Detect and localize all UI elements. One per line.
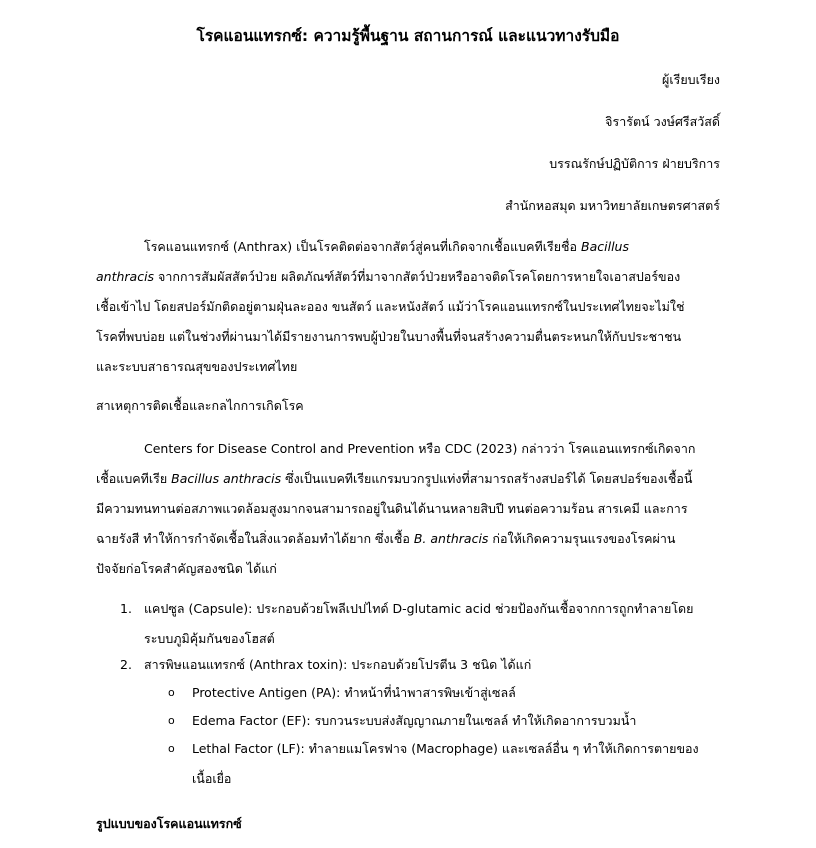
paragraph-line [96, 232, 720, 262]
italic-species-name: Bacillus [581, 239, 629, 254]
paragraph-line: เชื้อเข้าไป โดยสปอร์มักติดอยู่ตามฝุ่นละออง ขนสัตว์ และหนังสัตว์ แม้ว่าโรคแอนแทรกซ์ในประเทศไทยจะไม่ใช่ [96, 299, 685, 314]
author-affiliation: สำนักหอสมุด มหาวิทยาลัยเกษตรศาสตร์ [505, 198, 720, 213]
section-heading-causes: สาเหตุการติดเชื้อและกลไกการเกิดโรค [96, 398, 304, 413]
sublist-item-ef [168, 706, 720, 736]
paragraph-line [96, 262, 720, 292]
bullet-circle-icon: o [168, 714, 175, 727]
document-title: โรคแอนแทรกซ์: ความรู้พื้นฐาน สถานการณ์ และแนวทางรับมือ [196, 27, 620, 45]
text-run: โรคแอนแทรกซ์ (Anthrax) เป็นโรคติดต่อจากสัตว์สู่คนที่เกิดจากเชื้อแบคทีเรียชื่อ [144, 239, 582, 254]
list-item-line: ระบบภูมิคุ้มกันของโฮสต์ [144, 631, 275, 646]
sublist-item-line: Edema Factor (EF): รบกวนระบบส่งสัญญาณภายในเซลล์ ทำให้เกิดอาการบวมน้ำ [192, 713, 637, 728]
paragraph-line: และระบบสาธารณสุขของประเทศไทย [96, 359, 298, 374]
sublist-item-pa [168, 678, 720, 708]
list-item-anthrax-toxin [120, 650, 720, 680]
author-position: บรรณรักษ์ปฏิบัติการ ฝ่ายบริการ [549, 156, 720, 171]
sublist-item-lf [168, 734, 720, 794]
sublist-item-line: Lethal Factor (LF): ทำลายแมโครฟาจ (Macrophage) และเซลล์อื่น ๆ ทำให้เกิดการตายของ [192, 741, 699, 756]
list-item-capsule [120, 594, 720, 654]
list-number: 2. [120, 657, 132, 672]
paragraph-line: มีความทนทานต่อสภาพแวดล้อมสูงมากจนสามารถอยู่ในดินได้นานหลายสิบปี ทนต่อความร้อน สารเคมี และการ [96, 501, 688, 516]
paragraph-line [96, 524, 720, 554]
bullet-circle-icon: o [168, 742, 175, 755]
text-run: ก่อให้เกิดความรุนแรงของโรคผ่าน [488, 531, 676, 546]
paragraph-line: Centers for Disease Control and Prevention หรือ CDC (2023) กล่าวว่า โรคแอนแทรกซ์เกิดจาก [144, 441, 696, 456]
italic-species-name: anthracis [96, 269, 155, 284]
italic-species-name: B. anthracis [413, 531, 489, 546]
sublist-item-line: Protective Antigen (PA): ทำหน้าที่นำพาสารพิษเข้าสู่เซลล์ [192, 685, 516, 700]
text-run: เชื้อแบคทีเรีย [96, 471, 172, 486]
list-number: 1. [120, 601, 132, 616]
text-run: ซึ่งเป็นแบคทีเรียแกรมบวกรูปแท่งที่สามารถสร้างสปอร์ได้ โดยสปอร์ของเชื้อนี้ [281, 471, 693, 486]
paragraph-line: ปัจจัยก่อโรคสำคัญสองชนิด ได้แก่ [96, 561, 277, 576]
section-heading-forms: รูปแบบของโรคแอนแทรกซ์ [96, 816, 242, 831]
list-item-line: แคปซูล (Capsule): ประกอบด้วยโพลีเปปไทด์ D-glutamic acid ช่วยป้องกันเชื้อจากการถูกทำลายโดย [144, 601, 694, 616]
paragraph-line: โรคที่พบบ่อย แต่ในช่วงที่ผ่านมาได้มีรายงานการพบผู้ป่วยในบางพื้นที่จนสร้างความตื่นตระหนกให้กับประชาชน [96, 329, 682, 344]
list-item-line: สารพิษแอนแทรกซ์ (Anthrax toxin): ประกอบด้วยโปรตีน 3 ชนิด ได้แก่ [144, 657, 532, 672]
author-compiled-by-label: ผู้เรียบเรียง [662, 72, 720, 87]
bullet-circle-icon: o [168, 686, 175, 699]
text-run: จากการสัมผัสสัตว์ป่วย ผลิตภัณฑ์สัตว์ที่มาจากสัตว์ป่วยหรืออาจติดโรคโดยการหายใจเอาสปอร์ของ [154, 269, 681, 284]
text-run: ฉายรังสี ทำให้การกำจัดเชื้อในสิ่งแวดล้อมทำได้ยาก ซึ่งเชื้อ [96, 531, 414, 546]
intro-paragraph [96, 232, 720, 382]
author-name: จิรารัตน์ วงษ์ศรีสวัสดิ์ [605, 114, 720, 129]
sublist-item-line: เนื้อเยื่อ [192, 771, 232, 786]
causes-paragraph [96, 434, 720, 584]
italic-species-name: Bacillus anthracis [171, 471, 282, 486]
paragraph-line [96, 464, 720, 494]
